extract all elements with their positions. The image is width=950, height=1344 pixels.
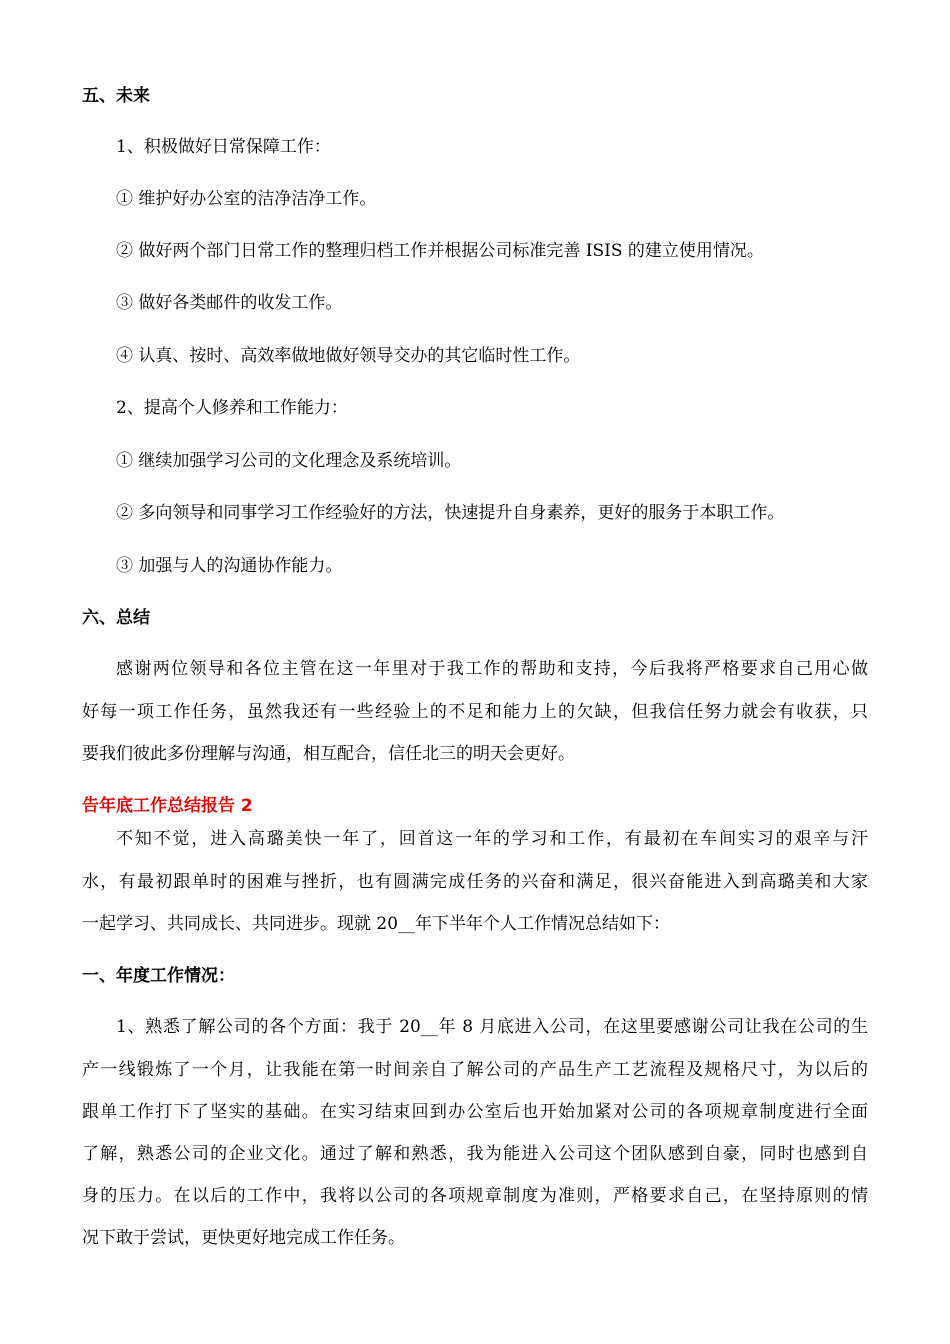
paragraph-line: 1、熟悉了解公司的各个方面：我于 20__年 8 月底进入公司，在这里要感谢公司让我在公司的生 (116, 1017, 868, 1037)
paragraph-line: 好每一项工作任务，虽然我还有一些经验上的不足和能力上的欠缺，但我信任努力就会有收获，只 (82, 702, 868, 722)
paragraph-line: 了解，熟悉公司的企业文化。通过了解和熟悉，我为能进入公司这个团队感到自豪，同时也感到自 (82, 1144, 868, 1164)
paragraph-line: 况下敢于尝试，更快更好地完成工作任务。 (82, 1228, 405, 1248)
paragraph-line: 跟单工作打下了坚实的基础。在实习结束回到办公室后也开始加紧对公司的各项规章制度进行全面 (82, 1102, 868, 1122)
list-item: ④ 认真、按时、高效率做地做好领导交办的其它临时性工作。 (116, 346, 581, 366)
list-item: ② 多向领导和同事学习工作经验好的方法，快速提升自身素养，更好的服务于本职工作。 (116, 503, 785, 523)
paragraph-line: 水，有最初跟单时的困难与挫折，也有圆满完成任务的兴奋和满足，很兴奋能进入到高璐美和大家 (82, 872, 868, 892)
list-item: ① 维护好办公室的洁净洁净工作。 (116, 189, 377, 209)
section-heading-future: 五、未来 (82, 86, 150, 106)
paragraph-line: 要我们彼此多份理解与沟通，相互配合，信任北三的明天会更好。 (82, 744, 575, 764)
paragraph-line: 身的压力。在以后的工作中，我将以公司的各项规章制度为准则，严格要求自己，在坚持原则的情 (82, 1186, 868, 1206)
list-item: ① 继续加强学习公司的文化理念及系统培训。 (116, 451, 462, 471)
list-item-heading: 2、提高个人修养和工作能力： (116, 398, 348, 418)
list-item: ③ 做好各类邮件的收发工作。 (116, 293, 343, 313)
paragraph-line: 产一线锻炼了一个月，让我能在第一时间亲自了解公司的产品生产工艺流程及规格尺寸，为以后的 (82, 1060, 868, 1080)
list-item: ③ 加强与人的沟通协作能力。 (116, 556, 343, 576)
list-item: ② 做好两个部门日常工作的整理归档工作并根据公司标准完善 ISIS 的建立使用情况。 (116, 241, 764, 261)
paragraph-line: 一起学习、共同成长、共同进步。现就 20__年下半年个人工作情况总结如下： (82, 914, 671, 934)
section-heading-annual-work: 一、年度工作情况： (82, 966, 235, 986)
section-heading-summary: 六、总结 (82, 608, 150, 628)
paragraph-line: 感谢两位领导和各位主管在这一年里对于我工作的帮助和支持，今后我将严格要求自己用心做 (116, 659, 868, 679)
list-item-heading: 1、积极做好日常保障工作： (116, 137, 331, 157)
report-title: 告年底工作总结报告 2 (82, 796, 253, 816)
paragraph-line: 不知不觉，进入高璐美快一年了，回首这一年的学习和工作，有最初在车间实习的艰辛与汗 (116, 829, 868, 849)
